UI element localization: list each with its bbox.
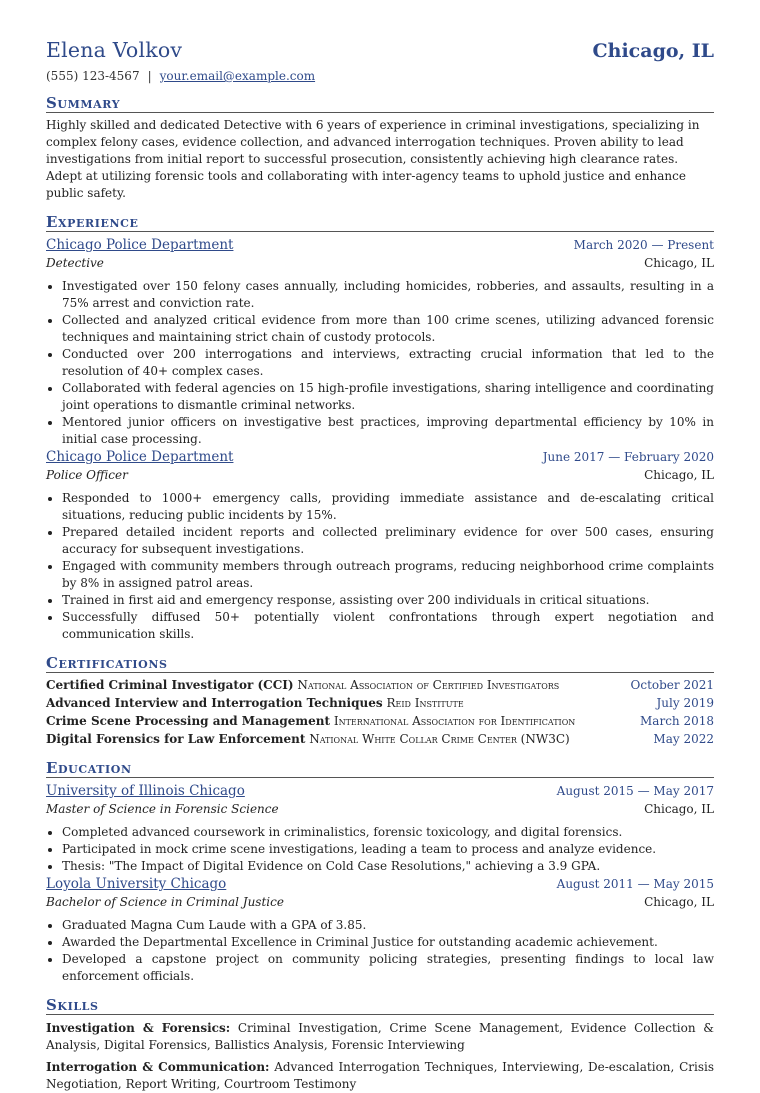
entry-header [46,875,714,893]
experience-heading: Experience [46,214,714,232]
entry-subheader [46,466,714,484]
candidate-name: Elena Volkov [46,38,183,62]
school-link[interactable]: University of Illinois Chicago [46,783,245,799]
entry-location: Chicago, IL [644,256,714,270]
list-item: • Graduated Magna Cum Laude with a GPA of 3.85. [62,917,714,934]
list-item: • Responded to 1000+ emergency calls, providing immediate assistance and de-escalating critical situations, reducing public incidents by 15%. [62,490,714,524]
bullet-list [46,490,714,643]
contact-separator: | [147,69,152,83]
contact-line [46,69,714,83]
certification-date: March 2018 [640,714,714,728]
list-item: • Collaborated with federal agencies on 15 high-profile investigations, sharing intelligence and coordinating joint operations to dismantle criminal networks. [62,380,714,414]
entry-location: Chicago, IL [644,895,714,909]
certification-date: May 2022 [653,732,714,746]
bullet-list [46,278,714,448]
list-item: • Awarded the Departmental Excellence in Criminal Justice for outstanding academic achievement. [62,934,714,951]
header-location: Chicago, IL [592,40,714,62]
entry-location: Chicago, IL [644,468,714,482]
certification-name: Certified Criminal Investigator (CCI) [46,678,294,692]
education-entry [46,782,714,875]
entry-dates: June 2017 — February 2020 [542,450,714,464]
certification-name: Crime Scene Processing and Management [46,714,330,728]
certification-text [46,712,575,730]
entry-header [46,782,714,800]
certification-text [46,694,464,712]
list-item: • Completed advanced coursework in criminalistics, forensic toxicology, and digital forensics. [62,824,714,841]
degree: Bachelor of Science in Criminal Justice [46,895,284,909]
certification-issuer: National Association of Certified Investigators [297,678,560,692]
employer-link[interactable]: Chicago Police Department [46,237,234,253]
entry-header [46,448,714,466]
bullet-list [46,917,714,985]
email-link[interactable]: your.email@example.com [159,69,316,83]
job-title: Police Officer [46,468,128,482]
list-item: • Trained in first aid and emergency response, assisting over 200 individuals in critical situations. [62,592,714,609]
certifications-heading: Certifications [46,655,714,673]
degree: Master of Science in Forensic Science [46,802,279,816]
skill-category: Investigation & Forensics: [46,1021,231,1035]
skill-list: Criminal Investigation, Crime Scene Management, Evidence Collection & Analysis, Digital Forensics, Ballistics Analysis, Forensic Interviewing [46,1021,714,1052]
certification-issuer: International Association for Identification [333,714,576,728]
skill-row [46,1020,714,1054]
certification-name: Digital Forensics for Law Enforcement [46,732,306,746]
header [46,38,714,62]
entry-subheader [46,254,714,272]
certification-row [46,712,714,730]
certification-issuer: Reid Institute [386,696,464,710]
job-title: Detective [46,256,104,270]
certification-date: July 2019 [656,696,714,710]
entry-location: Chicago, IL [644,802,714,816]
bullet-list [46,824,714,875]
list-item: • Successfully diffused 50+ potentially violent confrontations through expert negotiation and communication skills. [62,609,714,643]
list-item: • Developed a capstone project on community policing strategies, presenting findings to local law enforcement officials. [62,951,714,985]
certification-text [46,676,559,694]
summary-text: Highly skilled and dedicated Detective with 6 years of experience in criminal investigations, specializing in complex felony cases, evidence collection, and advanced interrogation techniques. Proven ability to lead investigations from initial report to successful prosecution, consistently achieving high clearance rates. Adept at utilizing forensic tools and collaborating with inter-agency teams to uphold justice and enhance public safety. [46,118,700,200]
certification-date: October 2021 [630,678,714,692]
entry-header [46,236,714,254]
phone: (555) 123-4567 [46,69,140,83]
list-item: • Engaged with community members through outreach programs, reducing neighborhood crime complaints by 8% in assigned patrol areas. [62,558,714,592]
experience-entry [46,236,714,448]
list-item: • Participated in mock crime scene investigations, leading a team to process and analyze evidence. [62,841,714,858]
skill-row [46,1059,714,1093]
entry-subheader [46,800,714,818]
entry-dates: August 2015 — May 2017 [556,784,714,798]
entry-subheader [46,893,714,911]
summary-heading: Summary [46,95,714,113]
entry-dates: March 2020 — Present [573,238,714,252]
certification-name: Advanced Interview and Interrogation Techniques [46,696,383,710]
skill-list: Advanced Interrogation Techniques, Interviewing, De-escalation, Crisis Negotiation, Report Writing, Courtroom Testimony [46,1060,714,1091]
list-item: • Conducted over 200 interrogations and interviews, extracting crucial information that led to the resolution of 40+ complex cases. [62,346,714,380]
employer-link[interactable]: Chicago Police Department [46,449,234,465]
list-item: • Mentored junior officers on investigative best practices, improving departmental efficiency by 10% in initial case processing. [62,414,714,448]
certification-row [46,694,714,712]
certification-list [46,676,714,748]
certification-row [46,730,714,748]
skills-heading: Skills [46,997,714,1015]
school-link[interactable]: Loyola University Chicago [46,876,227,892]
education-entry [46,875,714,985]
certification-row [46,676,714,694]
certification-issuer: National White Collar Crime Center (NW3C) [309,732,570,746]
skill-category: Interrogation & Communication: [46,1060,270,1074]
certification-text [46,730,570,748]
experience-entry [46,448,714,643]
list-item: • Thesis: "The Impact of Digital Evidence on Cold Case Resolutions," achieving a 3.9 GPA. [62,858,714,875]
list-item: • Collected and analyzed critical evidence from more than 100 crime scenes, utilizing advanced forensic techniques and maintaining strict chain of custody protocols. [62,312,714,346]
education-heading: Education [46,760,714,778]
list-item: • Prepared detailed incident reports and collected preliminary evidence for over 500 cases, ensuring accuracy for subsequent investigations. [62,524,714,558]
entry-dates: August 2011 — May 2015 [556,877,714,891]
list-item: • Investigated over 150 felony cases annually, including homicides, robberies, and assaults, resulting in a 75% arrest and conviction rate. [62,278,714,312]
